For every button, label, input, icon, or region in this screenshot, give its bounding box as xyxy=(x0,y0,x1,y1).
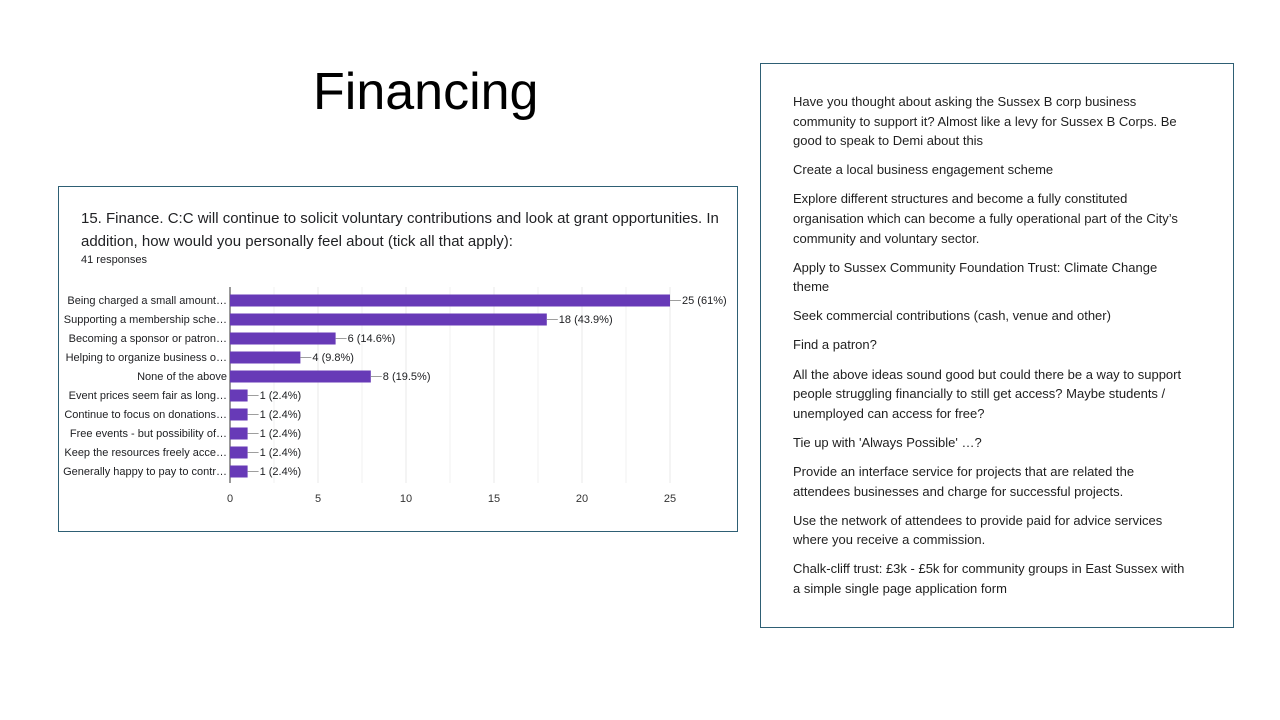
note-item: Use the network of attendees to provide paid for advice services where you receive a commission. xyxy=(793,512,1163,548)
x-axis-ticks xyxy=(227,493,676,505)
bar xyxy=(230,314,547,326)
x-tick-label: 5 xyxy=(314,493,322,505)
slide-title: Financing xyxy=(313,63,539,121)
category-label: Becoming a sponsor or patron… xyxy=(68,333,227,345)
value-label: 1 (2.4%) xyxy=(259,428,302,440)
note-item: Have you thought about asking the Sussex B corp business community to support it? Almost like a levy for Sussex B Corps. Be good to speak to Demi about this xyxy=(793,94,1177,149)
bar xyxy=(230,371,371,383)
value-label: 1 (2.4%) xyxy=(259,409,302,421)
category-label: Event prices seem fair as long… xyxy=(68,390,227,402)
note-item: All the above ideas sound good but could there be a way to support people struggling financially to still get access? Maybe students / unemployed can access for free? xyxy=(793,366,1182,421)
value-label: 6 (14.6%) xyxy=(347,333,396,345)
category-label: None of the above xyxy=(137,371,227,383)
response-count: 41 responses xyxy=(81,254,148,266)
bar-chart xyxy=(59,187,739,533)
value-label: 1 (2.4%) xyxy=(259,447,302,459)
category-label: Helping to organize business o… xyxy=(65,352,227,364)
note-item: Tie up with 'Always Possible' …? xyxy=(793,434,982,450)
bar xyxy=(230,333,336,345)
x-tick-label: 0 xyxy=(226,493,234,505)
bar xyxy=(230,466,248,478)
category-label: Supporting a membership sche… xyxy=(63,314,227,326)
bar xyxy=(230,409,248,421)
bar xyxy=(230,428,248,440)
note-item: Find a patron? xyxy=(793,337,877,353)
bar xyxy=(230,295,670,307)
bar xyxy=(230,352,300,364)
category-label: Keep the resources freely acce… xyxy=(64,447,227,459)
feedback-notes xyxy=(760,63,1234,628)
value-label: 1 (2.4%) xyxy=(259,390,302,402)
notes-list xyxy=(761,64,1233,598)
value-label: 4 (9.8%) xyxy=(312,352,354,364)
value-label: 18 (43.9%) xyxy=(558,314,613,326)
x-tick-label: 15 xyxy=(487,493,501,505)
x-tick-label: 25 xyxy=(663,493,677,505)
value-label: 25 (61%) xyxy=(682,295,727,307)
note-item: Explore different structures and become a fully constituted organisation which can become a fully operational part of the City’s community and voluntary sector. xyxy=(793,191,1178,246)
category-label: Continue to focus on donations… xyxy=(64,409,227,421)
category-label: Being charged a small amount… xyxy=(67,295,227,307)
category-labels xyxy=(63,295,227,478)
x-tick-label: 20 xyxy=(575,493,589,505)
category-label: Free events - but possibility of… xyxy=(69,428,227,440)
note-item: Provide an interface service for projects that are related the attendees businesses and charge for successful projects. xyxy=(793,463,1135,499)
note-item: Seek commercial contributions (cash, venue and other) xyxy=(793,308,1111,324)
x-tick-label: 10 xyxy=(399,493,413,505)
note-item: Create a local business engagement scheme xyxy=(793,162,1054,178)
note-item: Apply to Sussex Community Foundation Trust: Climate Change theme xyxy=(793,259,1158,295)
bar xyxy=(230,390,248,402)
category-label: Generally happy to pay to contr… xyxy=(63,466,227,478)
value-label: 8 (19.5%) xyxy=(382,371,431,383)
bar xyxy=(230,447,248,459)
value-label: 1 (2.4%) xyxy=(259,466,302,478)
survey-question: 15. Finance. C:C will continue to solicit voluntary contributions and look at grant opportunities. In addition, how would you personally feel about (tick all that apply): xyxy=(81,210,719,250)
survey-chart-card xyxy=(58,186,738,532)
note-item: Chalk-cliff trust: £3k - £5k for community groups in East Sussex with a simple single page application form xyxy=(793,561,1185,596)
